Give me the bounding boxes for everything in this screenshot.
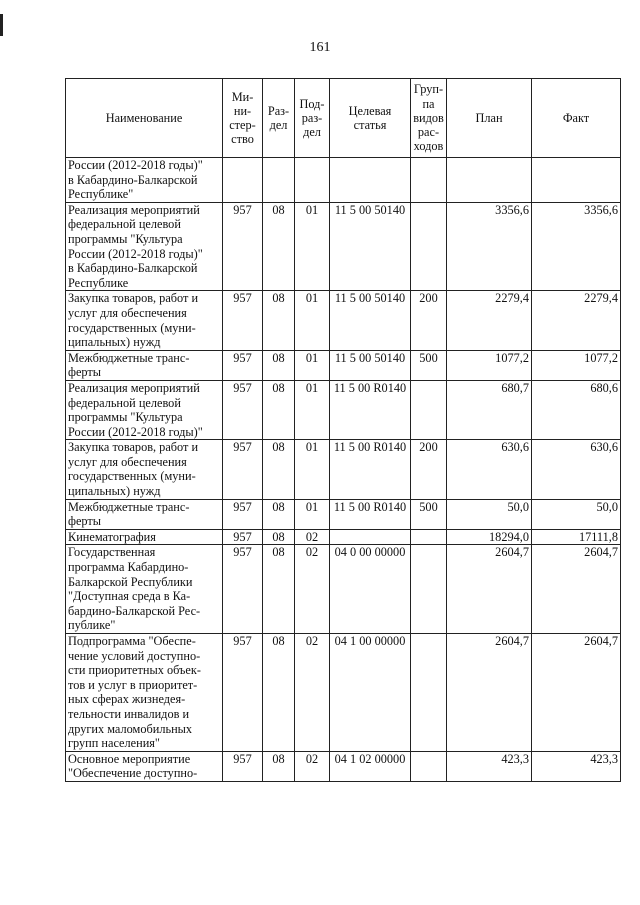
- cell-target: 04 1 00 00000: [330, 634, 411, 752]
- cell-target: 04 0 00 00000: [330, 545, 411, 634]
- cell-fact: 2604,7: [532, 634, 621, 752]
- cell-ministry: 957: [223, 545, 263, 634]
- cell-target: 11 5 00 R0140: [330, 380, 411, 439]
- table-row: [66, 545, 621, 634]
- cell-section: 08: [263, 202, 295, 291]
- cell-ministry: 957: [223, 499, 263, 529]
- cell-name: Закупка товаров, работ и услуг для обеспечения государственных (муни- ципальных) нужд: [66, 440, 223, 499]
- cell-ministry: 957: [223, 634, 263, 752]
- cell-subsection: [295, 158, 330, 203]
- cell-group: [411, 751, 447, 781]
- table-row: [66, 380, 621, 439]
- cell-name: России (2012-2018 годы)" в Кабардино-Балкарской Республике": [66, 158, 223, 203]
- cell-plan: 3356,6: [447, 202, 532, 291]
- cell-group: [411, 545, 447, 634]
- table-row: [66, 202, 621, 291]
- cell-subsection: 01: [295, 202, 330, 291]
- table-row: [66, 440, 621, 499]
- cell-plan: 50,0: [447, 499, 532, 529]
- cell-plan: 1077,2: [447, 350, 532, 380]
- cell-target: 11 5 00 50140: [330, 350, 411, 380]
- header-plan: План: [447, 79, 532, 158]
- cell-ministry: 957: [223, 291, 263, 350]
- cell-fact: 680,6: [532, 380, 621, 439]
- cell-target: 11 5 00 50140: [330, 291, 411, 350]
- table-row: [66, 291, 621, 350]
- cell-target: 04 1 02 00000: [330, 751, 411, 781]
- cell-ministry: 957: [223, 440, 263, 499]
- cell-subsection: 01: [295, 380, 330, 439]
- cell-fact: 3356,6: [532, 202, 621, 291]
- cell-plan: 2604,7: [447, 634, 532, 752]
- cell-plan: 2604,7: [447, 545, 532, 634]
- cell-plan: [447, 158, 532, 203]
- cell-subsection: 01: [295, 291, 330, 350]
- table-body: [66, 158, 621, 782]
- cell-plan: 423,3: [447, 751, 532, 781]
- cell-ministry: 957: [223, 380, 263, 439]
- cell-ministry: 957: [223, 202, 263, 291]
- cell-subsection: 01: [295, 440, 330, 499]
- cell-subsection: 01: [295, 499, 330, 529]
- cell-subsection: 02: [295, 634, 330, 752]
- cell-fact: 2279,4: [532, 291, 621, 350]
- cell-group: [411, 634, 447, 752]
- cell-section: 08: [263, 634, 295, 752]
- cell-section: 08: [263, 440, 295, 499]
- cell-group: 200: [411, 291, 447, 350]
- cell-subsection: 01: [295, 350, 330, 380]
- cell-plan: 680,7: [447, 380, 532, 439]
- cell-subsection: 02: [295, 751, 330, 781]
- table-row: [66, 350, 621, 380]
- cell-fact: [532, 158, 621, 203]
- cell-subsection: 02: [295, 529, 330, 545]
- cell-group: [411, 380, 447, 439]
- header-ministry: Ми- ни- стер- ство: [223, 79, 263, 158]
- cell-name: Межбюджетные транс- ферты: [66, 499, 223, 529]
- cell-section: 08: [263, 529, 295, 545]
- cell-group: [411, 158, 447, 203]
- cell-name: Закупка товаров, работ и услуг для обеспечения государственных (муни- ципальных) нужд: [66, 291, 223, 350]
- page-number: 161: [309, 40, 331, 55]
- cell-ministry: 957: [223, 350, 263, 380]
- cell-name: Основное мероприятие "Обеспечение доступно-: [66, 751, 223, 781]
- table-row: [66, 499, 621, 529]
- cell-target: 11 5 00 R0140: [330, 440, 411, 499]
- cell-subsection: 02: [295, 545, 330, 634]
- cell-plan: 2279,4: [447, 291, 532, 350]
- cell-target: [330, 529, 411, 545]
- cell-plan: 18294,0: [447, 529, 532, 545]
- cell-section: [263, 158, 295, 203]
- cell-section: 08: [263, 291, 295, 350]
- budget-table: [65, 78, 621, 782]
- header-target: Целевая статья: [330, 79, 411, 158]
- cell-group: 200: [411, 440, 447, 499]
- cell-fact: 423,3: [532, 751, 621, 781]
- cell-fact: 17111,8: [532, 529, 621, 545]
- table-row: [66, 634, 621, 752]
- cell-plan: 630,6: [447, 440, 532, 499]
- cell-target: 11 5 00 R0140: [330, 499, 411, 529]
- cell-fact: 50,0: [532, 499, 621, 529]
- cell-fact: 2604,7: [532, 545, 621, 634]
- scan-edge-mark: [0, 14, 3, 36]
- table-row: [66, 529, 621, 545]
- header-section: Раз- дел: [263, 79, 295, 158]
- header-subsection: Под- раз- дел: [295, 79, 330, 158]
- cell-group: 500: [411, 499, 447, 529]
- cell-name: Реализация мероприятий федеральной целевой программы "Культура России (2012-2018 годы)": [66, 380, 223, 439]
- cell-group: 500: [411, 350, 447, 380]
- cell-section: 08: [263, 499, 295, 529]
- table-row: [66, 751, 621, 781]
- cell-target: [330, 158, 411, 203]
- cell-group: [411, 202, 447, 291]
- cell-section: 08: [263, 751, 295, 781]
- cell-section: 08: [263, 350, 295, 380]
- cell-target: 11 5 00 50140: [330, 202, 411, 291]
- cell-name: Подпрограмма "Обеспе- чение условий доступно- сти приоритетных объек- тов и услуг в приоритет- ных сферах жизнедея- тельности инвалидов и других маломобильных групп населения": [66, 634, 223, 752]
- cell-ministry: 957: [223, 529, 263, 545]
- table-header-row: [66, 79, 621, 158]
- header-fact: Факт: [532, 79, 621, 158]
- cell-ministry: 957: [223, 751, 263, 781]
- cell-name: Реализация мероприятий федеральной целевой программы "Культура России (2012-2018 годы)" в Кабардино-Балкарской Республике: [66, 202, 223, 291]
- cell-group: [411, 529, 447, 545]
- cell-name: Межбюджетные транс- ферты: [66, 350, 223, 380]
- cell-section: 08: [263, 545, 295, 634]
- header-name: Наименование: [66, 79, 223, 158]
- cell-ministry: [223, 158, 263, 203]
- cell-fact: 1077,2: [532, 350, 621, 380]
- cell-fact: 630,6: [532, 440, 621, 499]
- table-row: [66, 158, 621, 203]
- cell-name: Государственная программа Кабардино- Балкарской Республики "Доступная среда в Ка- бардино-Балкарской Рес- публике": [66, 545, 223, 634]
- cell-name: Кинематография: [66, 529, 223, 545]
- cell-section: 08: [263, 380, 295, 439]
- header-group: Груп- па видов рас- ходов: [411, 79, 447, 158]
